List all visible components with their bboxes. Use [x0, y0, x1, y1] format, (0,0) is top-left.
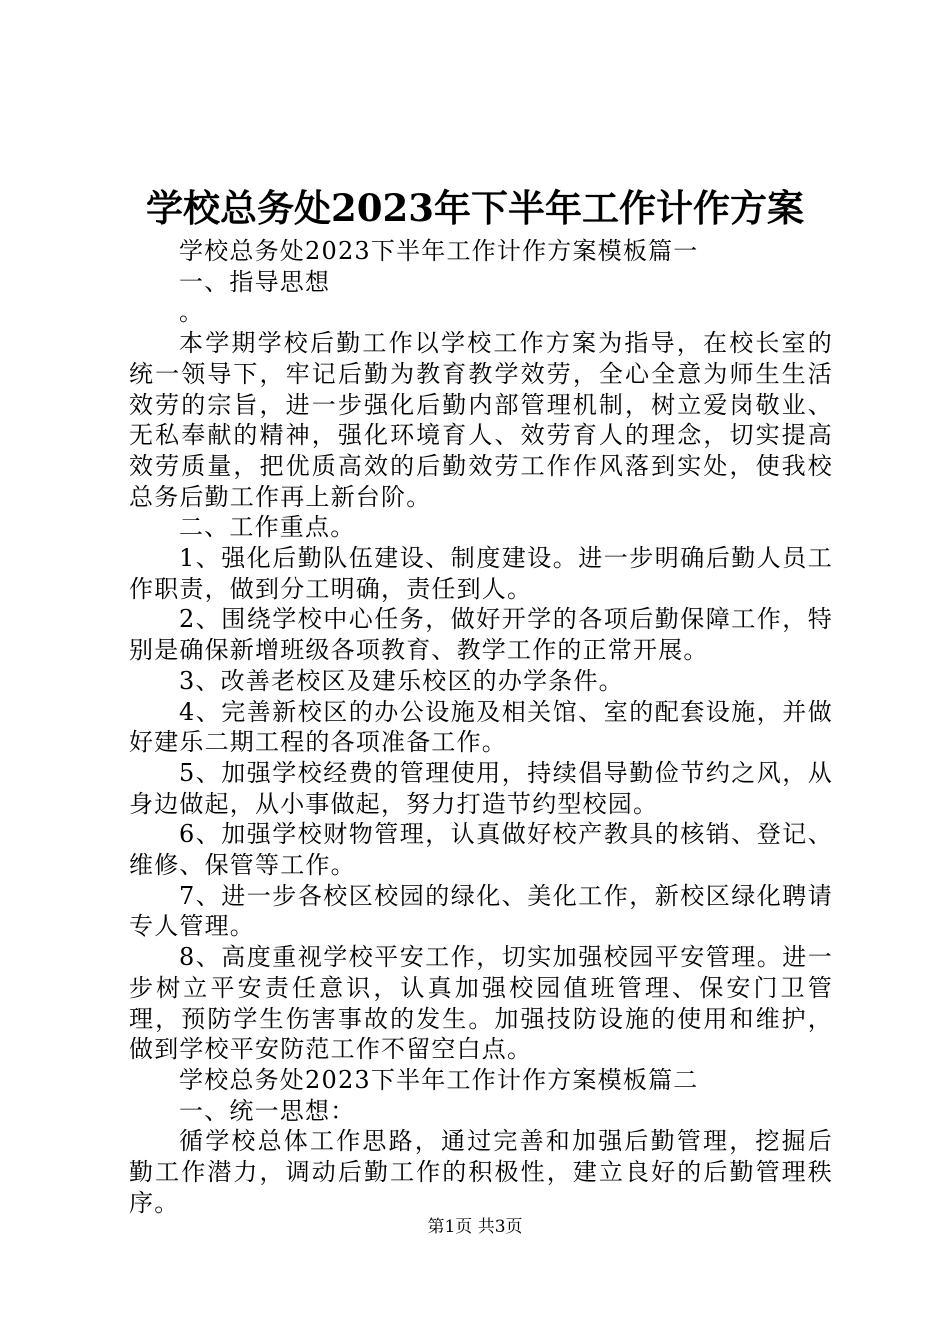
list-item: 3、改善老校区及建乐校区的办学条件。 — [179, 666, 624, 695]
list-item: 5、加强学校经费的管理使用，持续倡导勤俭节约之风，从身边做起，从小事做起，努力打造节约型校园。 — [129, 758, 833, 818]
list-item: 8、高度重视学校平安工作，切实加强校园平安管理。进一步树立平安责任意识，认真加强校园值班管理、保安门卫管理，预防学生伤害事故的发生。加强技防设施的使用和维护，做到学校平安防范工作不留空白点。 — [129, 943, 833, 1064]
section-heading: 学校总务处2023下半年工作计作方案模板篇二 — [179, 1065, 699, 1094]
sub-heading: 一、指导思想 — [179, 267, 331, 296]
page-footer: 第1页 共3页 — [427, 1217, 523, 1237]
document-title: 学校总务处2023年下半年工作计作方案 — [146, 186, 804, 230]
document-body — [129, 236, 833, 1219]
sub-heading: 二、工作重点。 — [179, 513, 356, 542]
paragraph: 。 — [179, 298, 205, 327]
sub-heading: 一、统一思想： — [179, 1096, 356, 1125]
list-item: 1、强化后勤队伍建设、制度建设。进一步明确后勤人员工作职责，做到分工明确，责任到人。 — [129, 544, 833, 603]
list-item: 6、加强学校财物管理，认真做好校产教具的核销、登记、维修、保管等工作。 — [129, 820, 833, 880]
paragraph: 循学校总体工作思路，通过完善和加强后勤管理，挖掘后勤工作潜力，调动后勤工作的积极性，建立良好的后勤管理秩序。 — [129, 1127, 833, 1217]
list-item: 2、围绕学校中心任务，做好开学的各项后勤保障工作，特别是确保新增班级各项教育、教学工作的正常开展。 — [129, 605, 833, 665]
paragraph: 本学期学校后勤工作以学校工作方案为指导，在校长室的统一领导下，牢记后勤为教育教学效劳，全心全意为师生生活效劳的宗旨，进一步强化后勤内部管理机制，树立爱岗敬业、无私奉献的精神，强化环境育人、效劳育人的理念，切实提高效劳质量，把优质高效的后勤效劳工作作风落到实处，使我校总务后勤工作再上新台阶。 — [129, 329, 833, 511]
section-heading: 学校总务处2023下半年工作计作方案模板篇一 — [179, 237, 699, 265]
list-item: 7、进一步各校区校园的绿化、美化工作，新校区绿化聘请专人管理。 — [129, 881, 833, 941]
list-item: 4、完善新校区的办公设施及相关馆、室的配套设施，并做好建乐二期工程的各项准备工作。 — [129, 697, 833, 757]
